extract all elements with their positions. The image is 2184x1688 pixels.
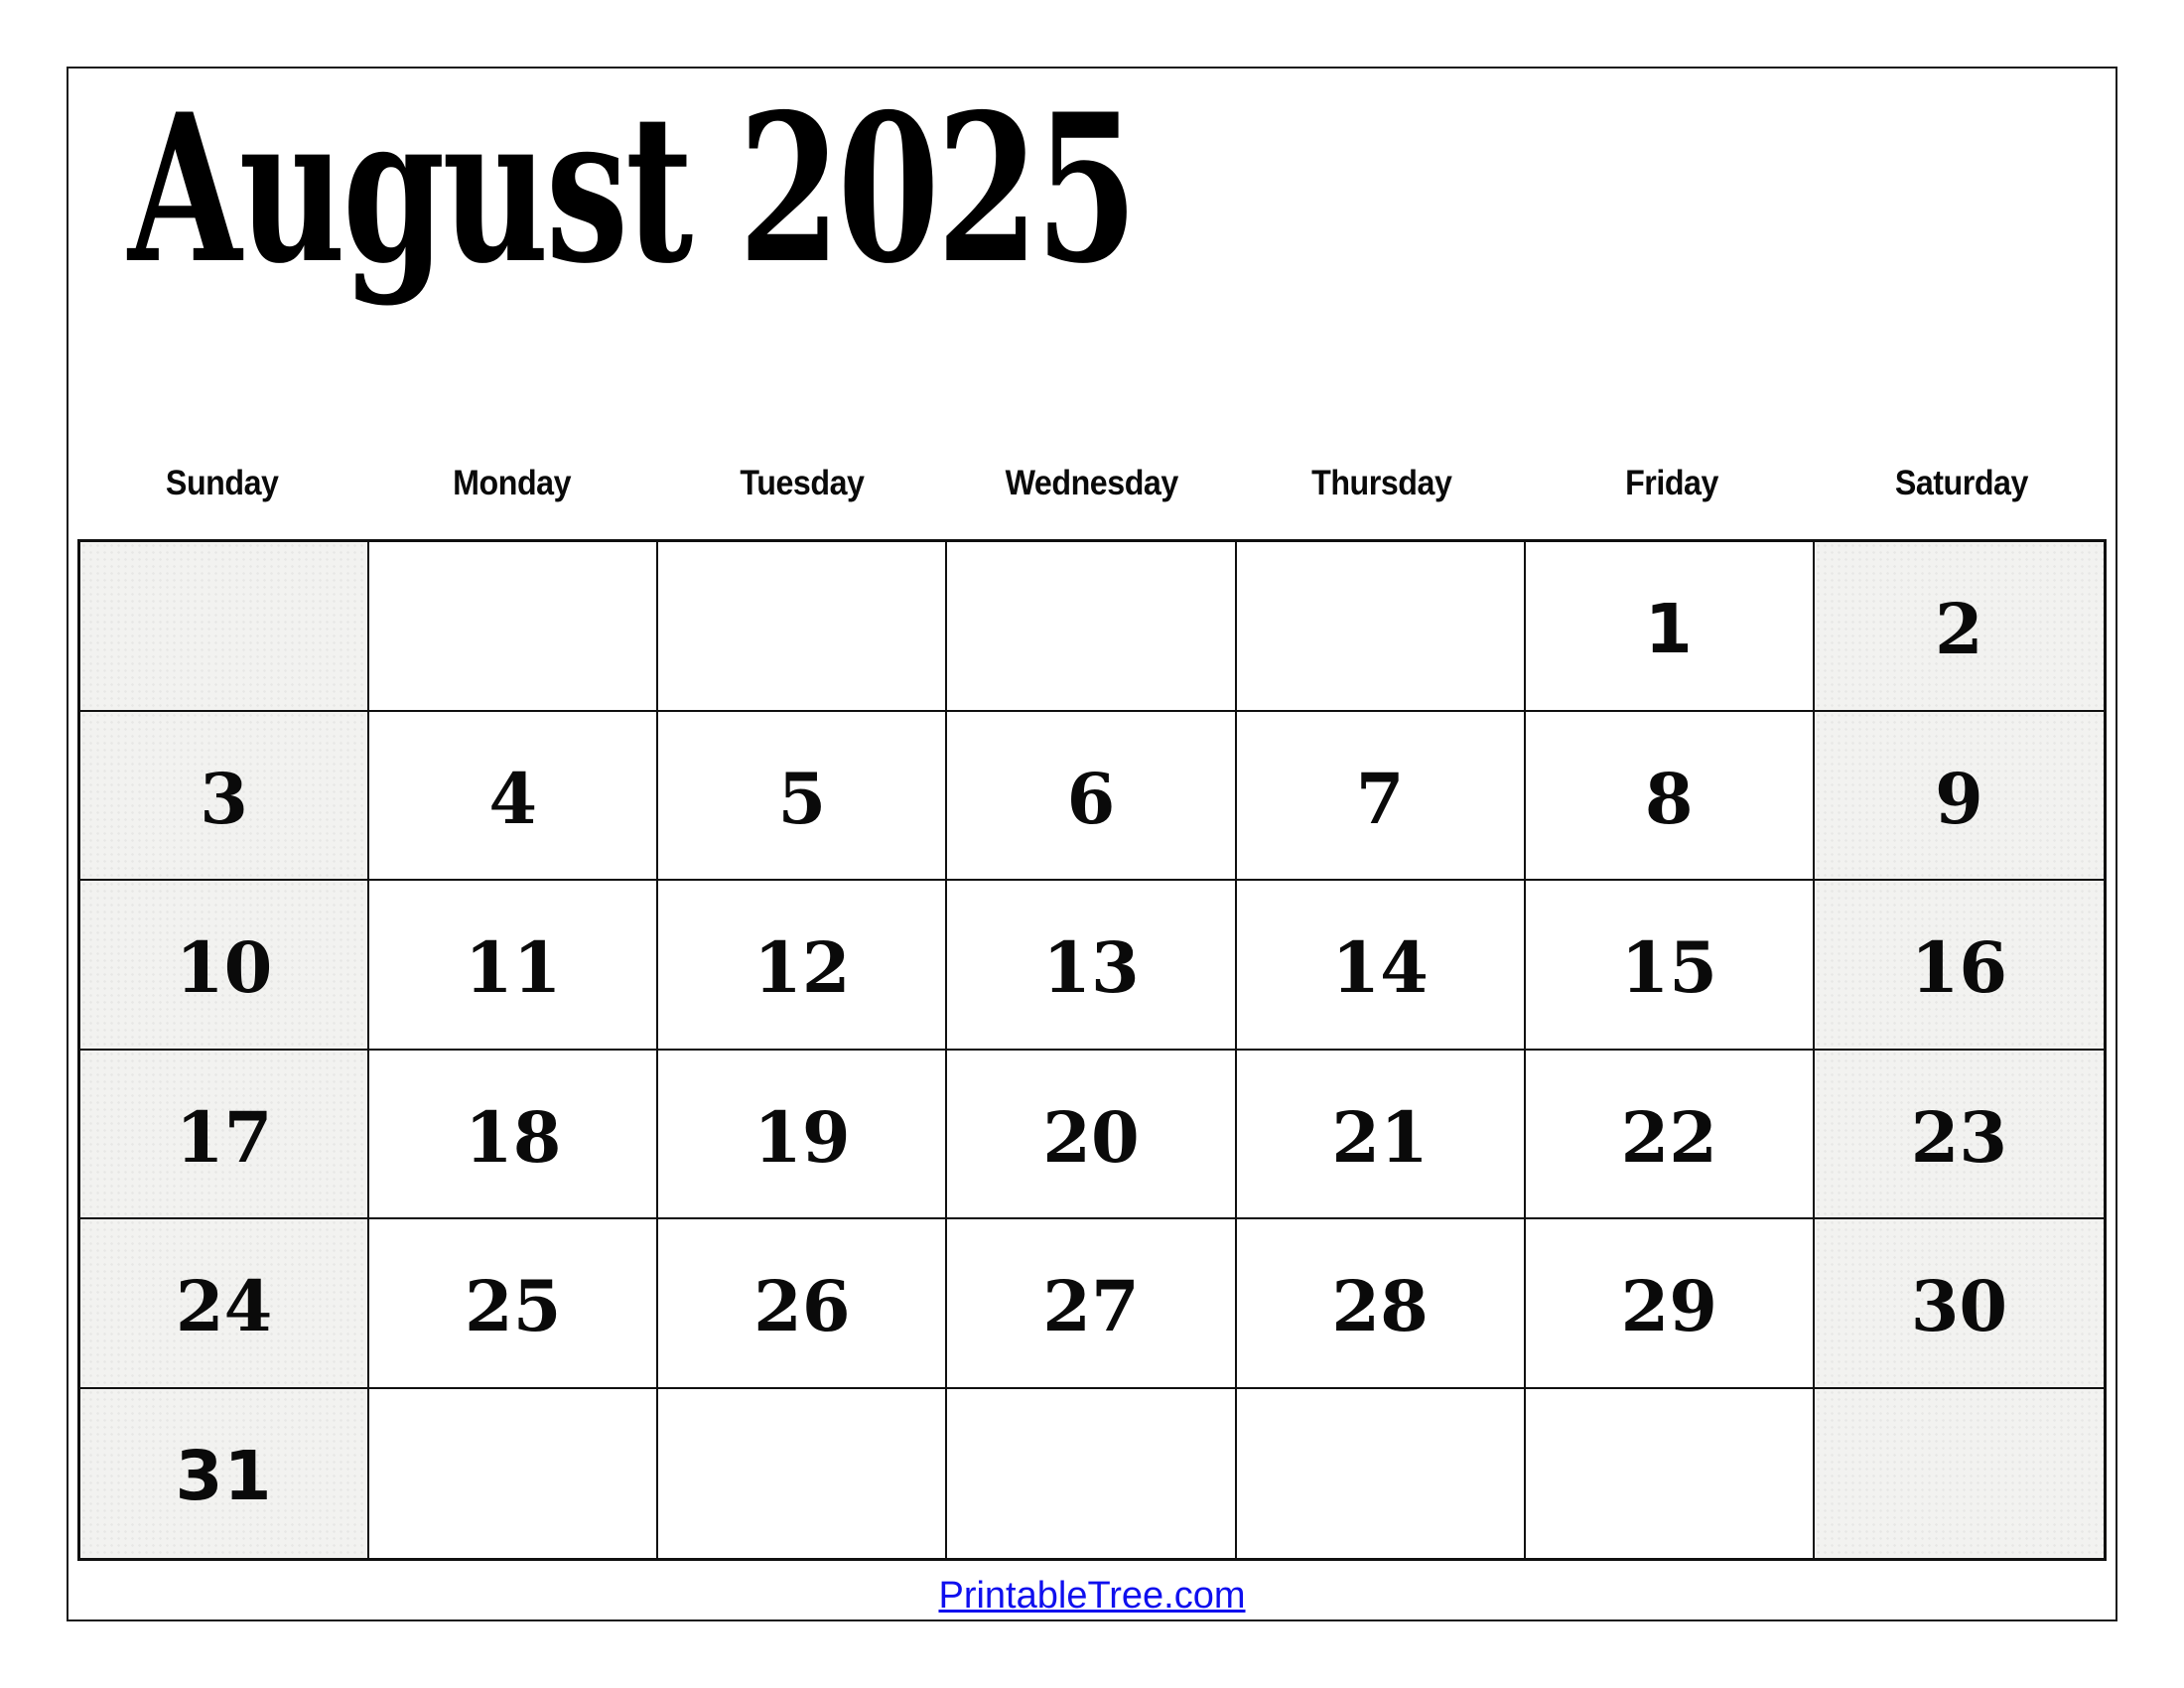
day-cell-17 [80,1051,369,1220]
weekday-label: Monday [453,464,572,502]
day-number: 6 [1066,757,1116,840]
day-cell-4 [369,712,658,882]
day-cell-19 [658,1051,947,1220]
day-cell-31 [80,1389,369,1559]
weekday-header-tuesday [657,454,947,513]
day-number: 14 [1331,926,1429,1010]
day-number: 8 [1644,757,1694,840]
day-cell-21 [1237,1051,1526,1220]
day-cell-24 [80,1219,369,1389]
day-number: 9 [1935,757,1983,840]
day-number: 3 [200,757,248,840]
calendar-page [67,67,2117,1621]
calendar-grid [77,539,2107,1561]
day-number: 21 [1331,1095,1429,1179]
day-cell-14 [1237,881,1526,1051]
day-cell-5 [658,712,947,882]
day-cell-27 [947,1219,1236,1389]
day-cell-empty [658,1389,947,1559]
day-cell-29 [1526,1219,1815,1389]
day-cell-empty [1237,1389,1526,1559]
day-number: 10 [175,926,273,1010]
day-cell-28 [1237,1219,1526,1389]
day-cell-3 [80,712,369,882]
footer [68,1571,2116,1620]
day-cell-13 [947,881,1236,1051]
day-cell-26 [658,1219,947,1389]
day-number: 1 [1644,589,1694,669]
day-cell-empty [947,1389,1236,1559]
day-number: 13 [1042,926,1140,1010]
day-number: 19 [753,1095,851,1179]
day-number: 29 [1620,1265,1717,1348]
day-number: 15 [1620,926,1717,1010]
day-cell-2 [1815,542,2104,712]
day-cell-empty [947,542,1236,712]
weekday-label: Friday [1625,464,1718,502]
day-cell-25 [369,1219,658,1389]
day-cell-12 [658,881,947,1051]
calendar-title: August 2025 [128,70,1136,309]
day-number: 4 [488,757,538,840]
day-number: 11 [465,926,562,1010]
weekday-header-saturday [1817,454,2107,513]
day-cell-empty [658,542,947,712]
day-number: 5 [777,757,827,840]
day-cell-8 [1526,712,1815,882]
day-number: 23 [1910,1095,2008,1179]
day-cell-10 [80,881,369,1051]
day-number: 25 [465,1265,562,1348]
day-cell-15 [1526,881,1815,1051]
day-number: 20 [1042,1095,1140,1179]
day-number: 30 [1910,1265,2008,1348]
day-cell-16 [1815,881,2104,1051]
day-cell-empty [1237,542,1526,712]
day-number: 31 [175,1437,273,1517]
day-number: 28 [1331,1265,1429,1348]
day-cell-20 [947,1051,1236,1220]
weekday-label: Wednesday [1005,464,1179,502]
weekday-label: Tuesday [740,464,865,502]
day-cell-11 [369,881,658,1051]
day-cell-23 [1815,1051,2104,1220]
weekday-header-wednesday [947,454,1237,513]
weekday-header-monday [367,454,657,513]
day-cell-empty [80,542,369,712]
weekday-label: Sunday [166,464,279,502]
day-cell-1 [1526,542,1815,712]
day-number: 12 [753,926,851,1010]
day-number: 27 [1042,1265,1140,1348]
weekday-label: Thursday [1311,464,1452,502]
weekday-header-sunday [77,454,367,513]
day-number: 22 [1620,1095,1717,1179]
weekday-header-thursday [1237,454,1527,513]
day-cell-9 [1815,712,2104,882]
day-cell-22 [1526,1051,1815,1220]
day-cell-18 [369,1051,658,1220]
day-number: 16 [1910,926,2008,1010]
weekday-header-friday [1527,454,1817,513]
day-number: 17 [175,1095,273,1179]
day-cell-6 [947,712,1236,882]
day-number: 26 [753,1265,851,1348]
day-cell-empty [1526,1389,1815,1559]
footer-site-link[interactable]: PrintableTree.com [938,1574,1246,1617]
day-number: 2 [1935,588,1983,671]
day-cell-empty [1815,1389,2104,1559]
day-cell-empty [369,542,658,712]
day-cell-empty [369,1389,658,1559]
day-number: 18 [465,1095,562,1179]
day-cell-7 [1237,712,1526,882]
day-number: 7 [1355,757,1405,840]
day-cell-30 [1815,1219,2104,1389]
weekday-header-row [77,454,2107,513]
day-number: 24 [175,1265,273,1348]
weekday-label: Saturday [1894,464,2029,502]
